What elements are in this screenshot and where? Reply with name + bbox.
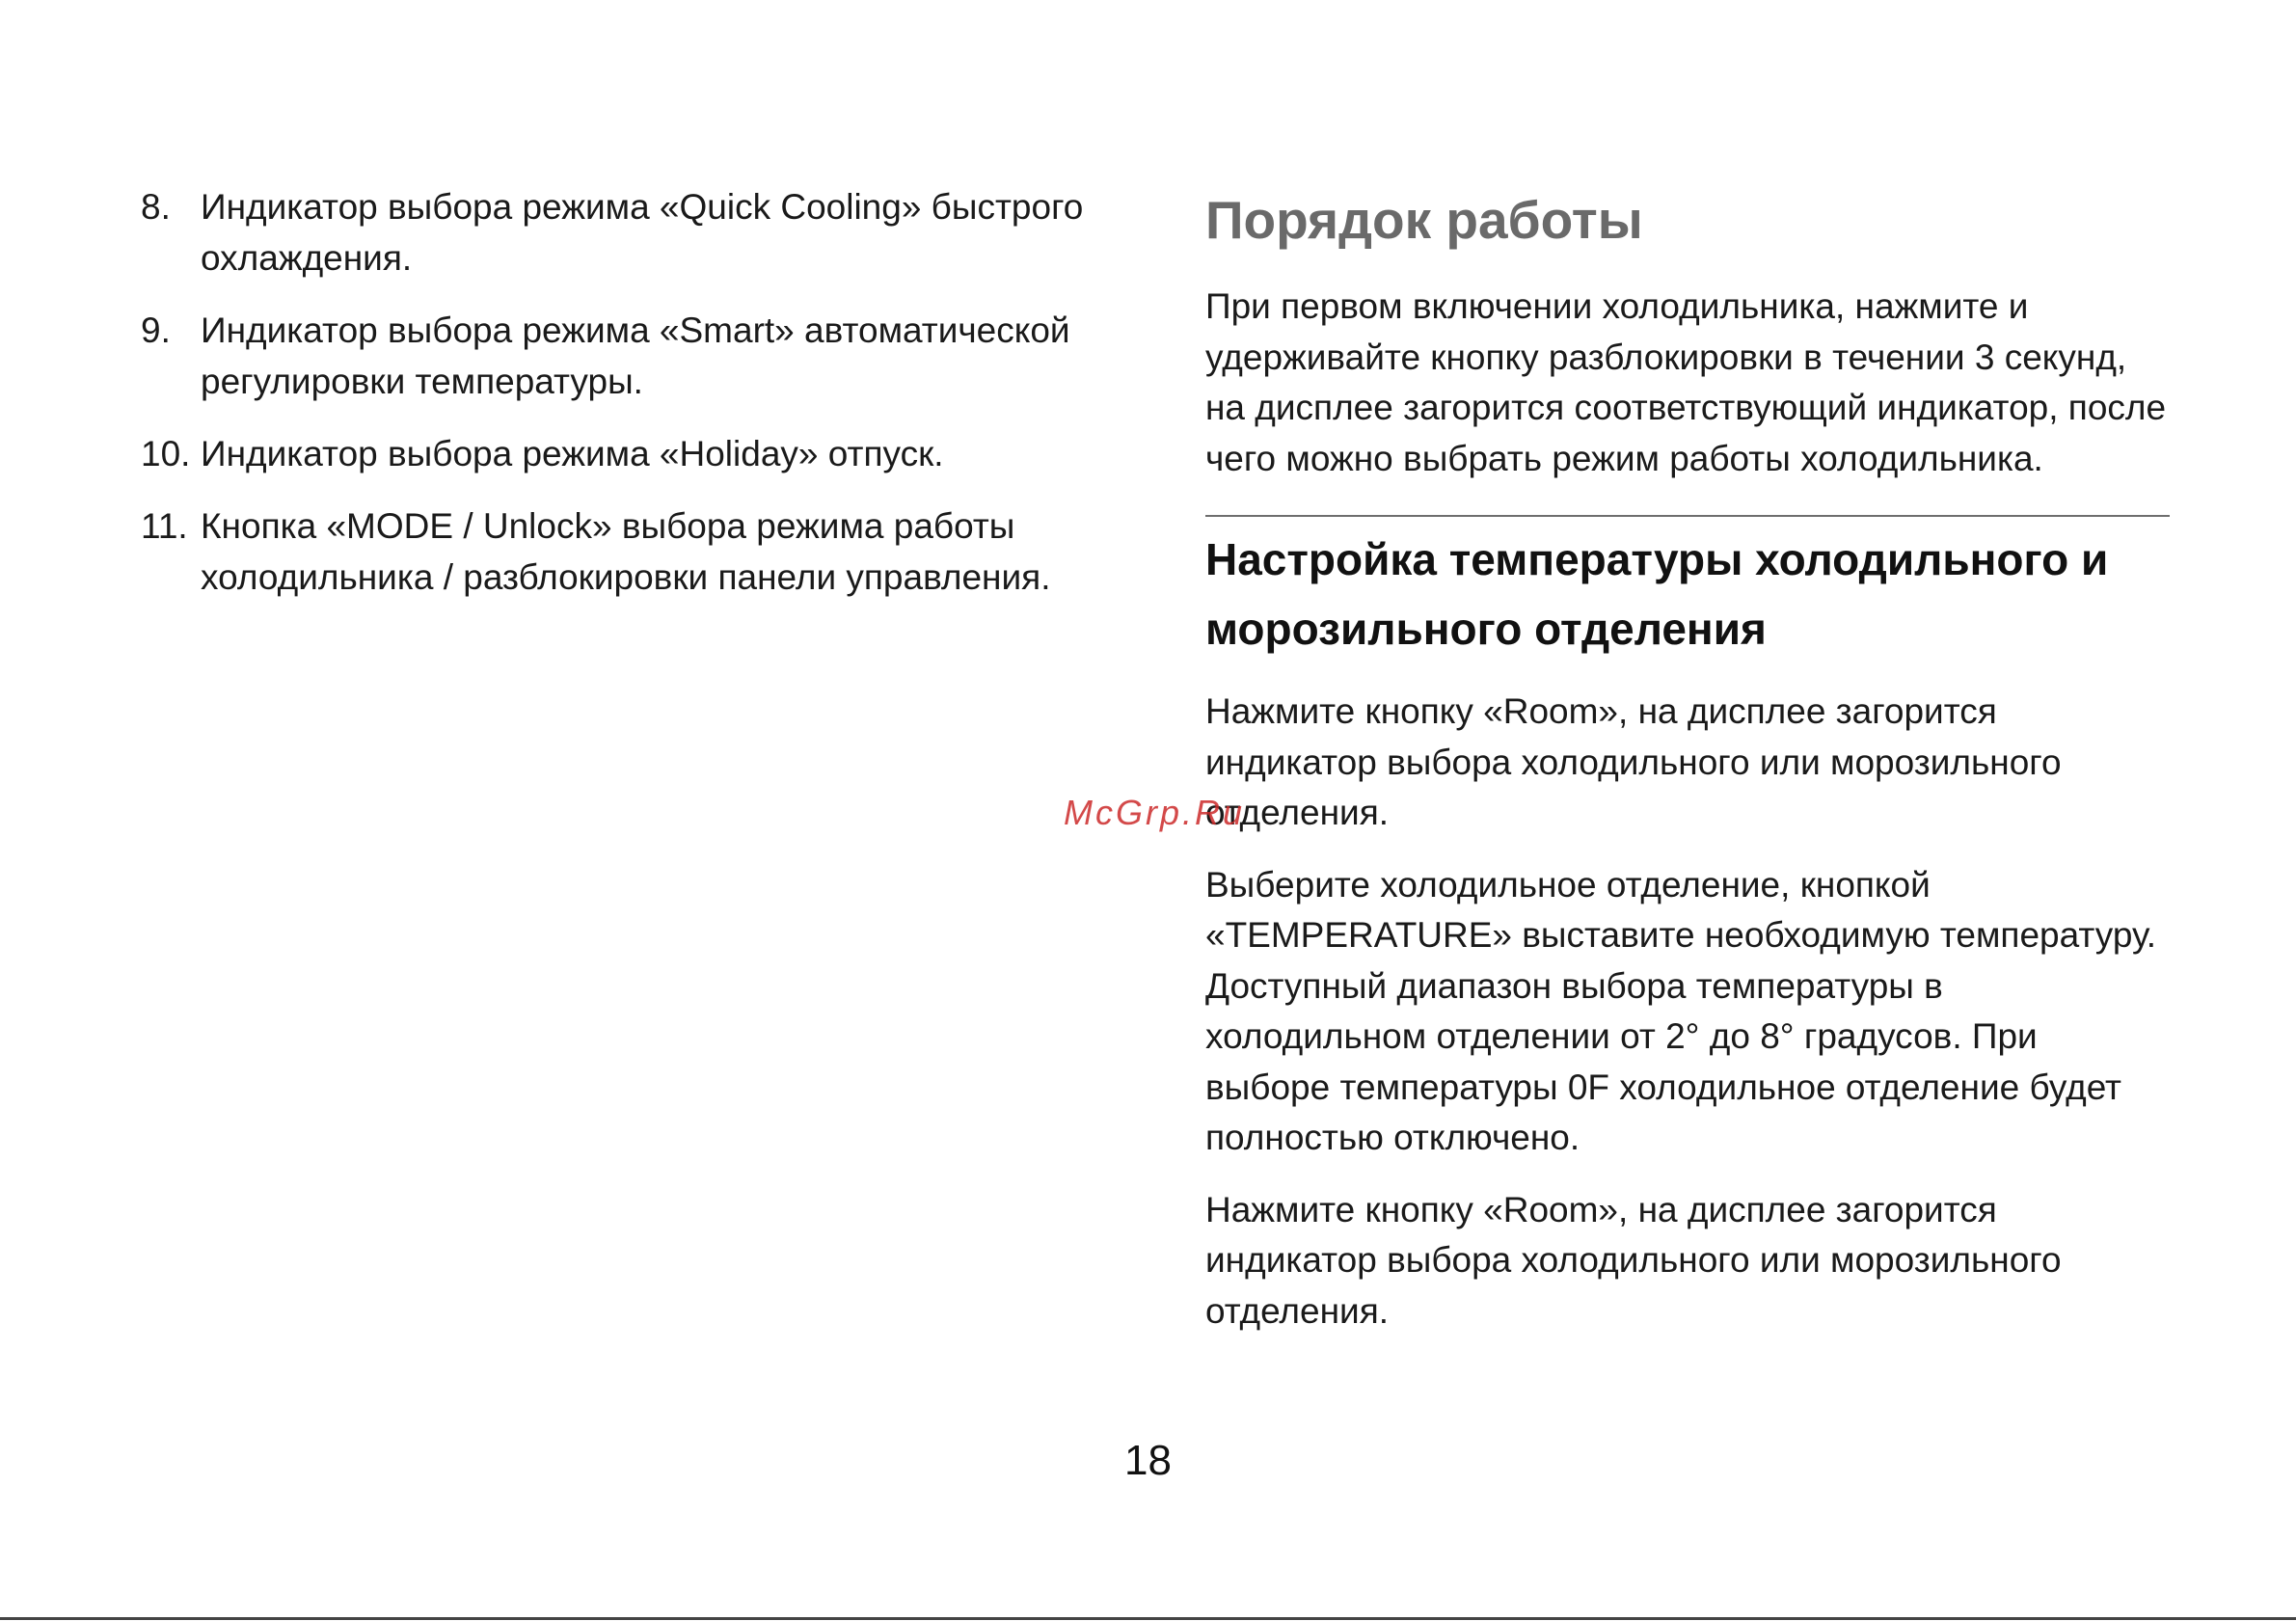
list-item-text: Индикатор выбора режима «Holiday» отпуск. <box>201 434 944 473</box>
bottom-rule <box>0 1617 2296 1620</box>
watermark: McGrp.Ru <box>1064 793 1246 832</box>
operation-paragraph: При первом включении холодильника, нажмите и удерживайте кнопку разблокировки в течении 3 секунд, на дисплее загорится соответствующий индикатор, после чего можно выбрать режим работы холодильника. <box>1205 286 2167 478</box>
list-item-number: 8. <box>141 187 171 227</box>
instructions-column <box>1205 181 2170 1358</box>
temperature-section-title: Настройка температуры холодильного и морозильного отделения <box>1205 534 2109 654</box>
list-item-text: Индикатор выбора режима «Quick Cooling» быстрого охлаждения. <box>201 187 1084 278</box>
list-item-number: 9. <box>141 311 171 350</box>
section-divider <box>1205 515 2170 517</box>
list-item-text: Индикатор выбора режима «Smart» автоматической регулировки температуры. <box>201 311 1070 401</box>
list-item <box>141 181 1105 284</box>
list-item-number: 10. <box>141 434 191 473</box>
page-number: 18 <box>1124 1437 1172 1484</box>
temperature-paragraph: Нажмите кнопку «Room», на дисплее загорится индикатор выбора холодильного или морозильного отделения. <box>1205 1189 2062 1331</box>
list-item <box>141 305 1105 407</box>
operation-section-title: Порядок работы <box>1205 190 1643 250</box>
list-item <box>141 500 1105 603</box>
list-item-text: Кнопка «MODE / Unlock» выбора режима работы холодильника / разблокировки панели управления. <box>201 506 1051 597</box>
feature-list <box>141 181 1105 624</box>
list-item <box>141 428 1105 479</box>
list-item-number: 11. <box>141 506 188 546</box>
temperature-paragraph: Нажмите кнопку «Room», на дисплее загорится индикатор выбора холодильного или морозильного отделения. <box>1205 691 2062 832</box>
temperature-paragraph: Выберите холодильное отделение, кнопкой «TEMPERATURE» выставите необходимую температуру. Доступный диапазон выбора температуры в холодильном отделении от 2° до 8° градусов. При выборе температуры 0F холодильное отделение будет полностью отключено. <box>1205 864 2157 1157</box>
